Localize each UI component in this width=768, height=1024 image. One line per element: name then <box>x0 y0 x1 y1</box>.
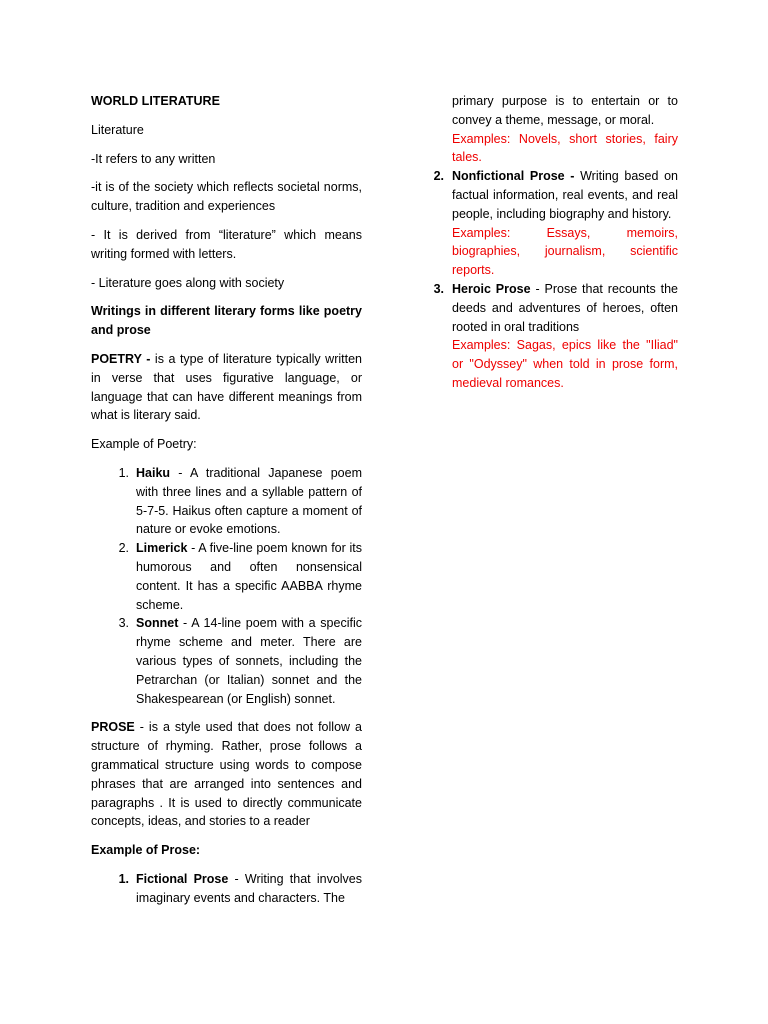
item-term: Limerick <box>136 541 188 556</box>
list-item <box>428 167 678 280</box>
list-item <box>91 614 362 708</box>
list-item <box>428 280 678 393</box>
item-term: Sonnet <box>136 616 179 631</box>
prose-definition <box>91 718 362 831</box>
item-term: Fictional Prose <box>136 871 229 886</box>
intro-line-2: -it is of the society which reflects societal norms, culture, tradition and experiences <box>91 180 362 214</box>
intro-line-3: - It is derived from “literature” which means writing formed with letters. <box>91 227 362 261</box>
item-examples: Examples: Novels, short stories, fairy tales. <box>452 131 678 165</box>
list-number: 1. <box>118 871 129 886</box>
item-examples: Examples: Sagas, epics like the "Iliad" or "Odyssey" when told in prose form, medieval romances. <box>452 338 678 390</box>
list-number: 2. <box>118 541 129 556</box>
list-item <box>91 464 362 539</box>
item-text-continued: primary purpose is to entertain or to convey a theme, message, or moral. <box>452 94 678 127</box>
item-term: Heroic Prose <box>452 281 531 296</box>
list-number: 1. <box>118 465 129 480</box>
poetry-definition <box>91 350 362 425</box>
left-column <box>91 92 362 917</box>
item-text: - A traditional Japanese poem with three lines and a syllable pattern of 5-7-5. Haikus often capture a moment of nature or evoke emotions. <box>136 465 362 537</box>
fictional-prose-continued <box>428 92 678 167</box>
list-item <box>91 870 362 908</box>
poetry-example-heading: Example of Poetry: <box>91 437 197 452</box>
poetry-list <box>91 464 362 708</box>
list-number: 3. <box>433 281 444 296</box>
item-text: - Writing that involves imaginary events and characters. The <box>136 871 362 905</box>
list-number: 2. <box>433 169 444 184</box>
prose-example-heading: Example of Prose: <box>91 843 201 858</box>
list-number: 3. <box>118 616 129 631</box>
prose-definition-text: - is a style used that does not follow a structure of rhyming. Rather, prose follows a grammatical structure using words to compose phrases that are arranged into sentences and paragraphs . It is used to directly communicate concepts, ideas, and stories to a reader <box>91 720 362 829</box>
poetry-term: POETRY - <box>91 351 155 366</box>
item-term: Haiku <box>136 465 171 480</box>
prose-list-start <box>91 870 362 908</box>
item-text: - A 14-line poem with a specific rhyme scheme and meter. There are various types of sonnets, including the Petrarchan (or Italian) sonnet and the Shakespearean (or English) sonnet. <box>136 616 362 706</box>
poetry-definition-text: is a type of literature typically written in verse that uses figurative language, or language that can have different meanings from what is literary said. <box>91 351 362 423</box>
prose-term: PROSE <box>91 720 135 735</box>
intro-line-4: - Literature goes along with society <box>91 275 285 290</box>
right-column <box>428 92 678 403</box>
document-title: WORLD LITERATURE <box>91 94 220 108</box>
item-text: Writing based on factual information, real events, and real people, including biography and history. <box>452 169 679 221</box>
prose-list-continued <box>428 167 678 393</box>
item-term: Nonfictional Prose - <box>452 169 581 184</box>
document-subtitle: Literature <box>91 122 144 137</box>
list-item <box>91 539 362 614</box>
item-examples: Examples: Essays, memoirs, biographies, journalism, scientific reports. <box>452 225 678 278</box>
forms-heading: Writings in different literary forms like poetry and prose <box>91 304 362 338</box>
item-text: - Prose that recounts the deeds and adventures of heroes, often rooted in oral traditions <box>452 281 678 334</box>
item-text: - A five-line poem known for its humorous and often nonsensical content. It has a specific AABBA rhyme scheme. <box>136 541 362 612</box>
intro-line-1: -It refers to any written <box>91 151 216 166</box>
